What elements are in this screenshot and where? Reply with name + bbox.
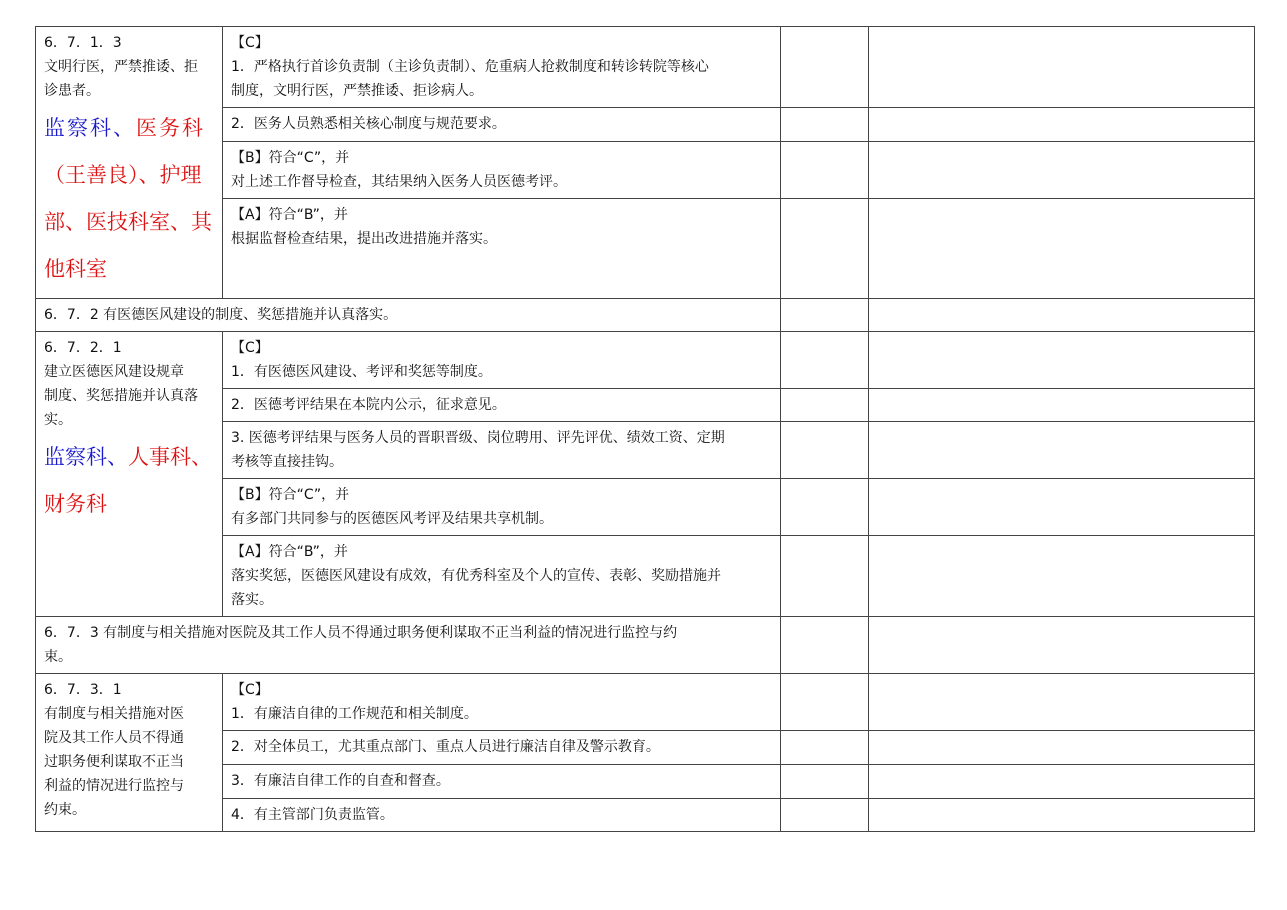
dept-line: [44, 434, 214, 481]
section-header-row: [36, 299, 1255, 332]
blank-cell: [869, 674, 1255, 731]
criteria-cell: [223, 731, 781, 765]
item-cell: [36, 27, 223, 299]
blank-cell: [869, 731, 1255, 765]
criteria-text: 3. 医德考评结果与医务人员的晋职晋级、岗位聘用、评先评优、绩效工资、定期: [231, 430, 725, 446]
item-desc: 有制度与相关措施对医: [44, 706, 184, 722]
dept-red: 人事科、: [128, 445, 212, 469]
criteria-cell: [223, 142, 781, 199]
item-desc: 制度、奖惩措施并认真落: [44, 388, 198, 404]
item-cell: [36, 674, 223, 832]
criteria-text: 2．医德考评结果在本院内公示，征求意见。: [231, 397, 506, 413]
blank-cell: [869, 422, 1255, 479]
blank-cell: [781, 765, 869, 799]
criteria-text: 【C】: [231, 682, 269, 698]
table-row: [36, 27, 1255, 108]
item-desc: 文明行医，严禁推诿、拒: [44, 59, 198, 75]
section-header-text: 6．7．3 有制度与相关措施对医院及其工作人员不得通过职务便利谋取不正当利益的情况进行监控与约: [44, 625, 678, 641]
blank-cell: [781, 422, 869, 479]
criteria-cell: [223, 422, 781, 479]
blank-cell: [869, 299, 1255, 332]
section-header: [36, 617, 781, 674]
criteria-text: 有多部门共同参与的医德医风考评及结果共享机制。: [231, 511, 553, 527]
blank-cell: [781, 108, 869, 142]
blank-cell: [781, 389, 869, 422]
criteria-cell: [223, 536, 781, 617]
blank-cell: [869, 108, 1255, 142]
criteria-cell: [223, 799, 781, 832]
criteria-text: 1．有廉洁自律的工作规范和相关制度。: [231, 706, 478, 722]
criteria-text: 1．严格执行首诊负责制（主诊负责制）、危重病人抢救制度和转诊转院等核心: [231, 59, 709, 75]
criteria-text: 【A】符合“B”，并: [231, 544, 348, 560]
blank-cell: [781, 479, 869, 536]
blank-cell: [781, 299, 869, 332]
criteria-text: 【A】符合“B”，并: [231, 207, 348, 223]
criteria-text: 2．对全体员工，尤其重点部门、重点人员进行廉洁自律及警示教育。: [231, 739, 660, 755]
criteria-cell: [223, 332, 781, 389]
dept-line: （王善良）、护理: [44, 163, 202, 187]
criteria-text: 【B】符合“C”，并: [231, 487, 350, 503]
item-code: 6．7．1．3: [44, 35, 122, 51]
item-desc: 诊患者。: [44, 83, 100, 99]
criteria-cell: [223, 674, 781, 731]
blank-cell: [869, 536, 1255, 617]
standards-table: [35, 26, 1255, 832]
section-header-row: [36, 617, 1255, 674]
blank-cell: [781, 674, 869, 731]
criteria-text: 考核等直接挂钩。: [231, 454, 343, 470]
section-header-text: 6．7．2 有医德医风建设的制度、奖惩措施并认真落实。: [44, 307, 398, 323]
item-desc: 约束。: [44, 802, 86, 818]
criteria-text: 1．有医德医风建设、考评和奖惩等制度。: [231, 364, 492, 380]
blank-cell: [781, 27, 869, 108]
blank-cell: [869, 142, 1255, 199]
criteria-text: 【C】: [231, 35, 269, 51]
item-desc: 利益的情况进行监控与: [44, 778, 184, 794]
blank-cell: [869, 389, 1255, 422]
criteria-text: 对上述工作督导检查，其结果纳入医务人员医德考评。: [231, 174, 567, 190]
criteria-text: 3．有廉洁自律工作的自查和督查。: [231, 773, 450, 789]
item-desc: 建立医德医风建设规章: [44, 364, 184, 380]
dept-line: 他科室: [44, 257, 107, 281]
section-header: [36, 299, 781, 332]
dept-blue: 监察科、: [44, 445, 128, 469]
criteria-text: 【B】符合“C”，并: [231, 150, 350, 166]
item-code: 6．7．3．1: [44, 682, 122, 698]
table-row: [36, 674, 1255, 731]
criteria-text: 【C】: [231, 340, 269, 356]
criteria-text: 根据监督检查结果，提出改进措施并落实。: [231, 231, 497, 247]
section-header-text: 束。: [44, 649, 72, 665]
dept-line: 财务科: [44, 492, 107, 516]
criteria-cell: [223, 199, 781, 299]
blank-cell: [869, 799, 1255, 832]
criteria-text: 制度，文明行医，严禁推诿、拒诊病人。: [231, 83, 483, 99]
item-desc: 过职务便利谋取不正当: [44, 754, 184, 770]
blank-cell: [869, 27, 1255, 108]
item-desc: 实。: [44, 412, 72, 428]
criteria-cell: [223, 27, 781, 108]
criteria-cell: [223, 479, 781, 536]
blank-cell: [869, 479, 1255, 536]
criteria-cell: [223, 108, 781, 142]
dept-line: [44, 105, 214, 152]
blank-cell: [781, 617, 869, 674]
criteria-cell: [223, 765, 781, 799]
criteria-text: 落实。: [231, 592, 273, 608]
item-desc: 院及其工作人员不得通: [44, 730, 184, 746]
criteria-cell: [223, 389, 781, 422]
dept-red: 医务科: [136, 116, 205, 140]
blank-cell: [781, 731, 869, 765]
blank-cell: [781, 536, 869, 617]
blank-cell: [781, 799, 869, 832]
item-code: 6．7．2．1: [44, 340, 122, 356]
blank-cell: [781, 332, 869, 389]
blank-cell: [869, 199, 1255, 299]
blank-cell: [781, 199, 869, 299]
item-cell: [36, 332, 223, 617]
blank-cell: [869, 332, 1255, 389]
blank-cell: [869, 617, 1255, 674]
criteria-text: 落实奖惩，医德医风建设有成效，有优秀科室及个人的宣传、表彰、奖励措施并: [231, 568, 721, 584]
criteria-text: 2．医务人员熟悉相关核心制度与规范要求。: [231, 116, 506, 132]
blank-cell: [869, 765, 1255, 799]
dept-blue: 监察科、: [44, 116, 136, 140]
dept-line: 部、医技科室、其: [44, 210, 212, 234]
criteria-text: 4．有主管部门负责监管。: [231, 807, 394, 823]
table-row: [36, 332, 1255, 389]
blank-cell: [781, 142, 869, 199]
